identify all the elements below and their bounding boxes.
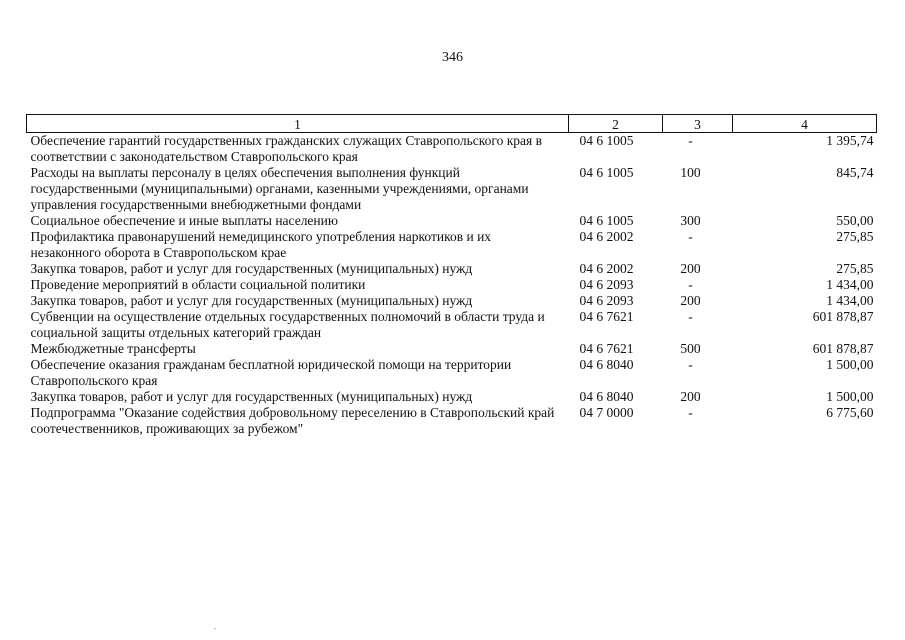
row-amount: 1 500,00 — [826, 389, 874, 404]
row-name: Закупка товаров, работ и услуг для государственных (муниципальных) нужд — [30, 293, 473, 308]
header-col-3: 3 — [663, 115, 733, 133]
row-name: Обеспечение гарантий государственных гражданских служащих Ставропольского края в соответствии с законодательством Ставропольского края — [30, 133, 542, 164]
row-code: 04 6 7621 — [579, 309, 634, 324]
row-code: 04 6 2002 — [579, 229, 634, 244]
row-expense-type: - — [688, 277, 693, 292]
row-code: 04 6 2093 — [579, 293, 634, 308]
row-amount: 275,85 — [836, 229, 874, 244]
table-row — [27, 405, 877, 437]
budget-table — [26, 114, 877, 437]
row-expense-type: 100 — [680, 165, 701, 180]
table-row — [27, 357, 877, 389]
page-number: 346 — [442, 50, 463, 65]
table-row — [27, 293, 877, 309]
row-expense-type: 300 — [680, 213, 701, 228]
row-amount: 1 395,74 — [826, 133, 874, 148]
row-name: Субвенции на осуществление отдельных государственных полномочий в области труда и социальной защиты отдельных категорий граждан — [30, 309, 545, 340]
table-row — [27, 165, 877, 213]
table-row — [27, 261, 877, 277]
table-row — [27, 229, 877, 261]
table-row — [27, 133, 877, 166]
row-name: Обеспечение оказания гражданам бесплатной юридической помощи на территории Ставропольского края — [30, 357, 512, 388]
row-amount: 1 434,00 — [826, 293, 874, 308]
row-code: 04 6 1005 — [579, 165, 634, 180]
table-row — [27, 341, 877, 357]
row-name: Межбюджетные трансферты — [30, 341, 196, 356]
row-code: 04 6 2002 — [579, 261, 634, 276]
row-expense-type: - — [688, 405, 693, 420]
scan-speck — [214, 628, 216, 629]
row-expense-type: - — [688, 133, 693, 148]
row-amount: 601 878,87 — [812, 309, 874, 324]
row-expense-type: 200 — [680, 389, 701, 404]
table-row — [27, 277, 877, 293]
row-amount: 275,85 — [836, 261, 874, 276]
row-expense-type: 500 — [680, 341, 701, 356]
row-amount: 601 878,87 — [812, 341, 874, 356]
row-amount: 1 500,00 — [826, 357, 874, 372]
row-code: 04 6 8040 — [579, 389, 634, 404]
row-name: Подпрограмма "Оказание содействия добровольному переселению в Ставропольский край соотечественников, проживающих за рубежом" — [30, 405, 555, 436]
row-amount: 1 434,00 — [826, 277, 874, 292]
table-row — [27, 309, 877, 341]
header-col-4: 4 — [733, 115, 877, 133]
row-expense-type: - — [688, 357, 693, 372]
table-header — [27, 115, 877, 133]
row-code: 04 6 2093 — [579, 277, 634, 292]
row-name: Расходы на выплаты персоналу в целях обеспечения выполнения функций государственными (муниципальными) органами, казенными учреждениями, органами управления государственными внебюджетными фондами — [30, 165, 529, 212]
header-col-2: 2 — [569, 115, 663, 133]
row-amount: 6 775,60 — [826, 405, 874, 420]
row-code: 04 6 1005 — [579, 133, 634, 148]
row-code: 04 6 7621 — [579, 341, 634, 356]
table-row — [27, 213, 877, 229]
row-name: Социальное обеспечение и иные выплаты населению — [30, 213, 338, 228]
row-name: Проведение мероприятий в области социальной политики — [30, 277, 366, 292]
row-amount: 550,00 — [836, 213, 874, 228]
table-body — [27, 133, 877, 438]
row-expense-type: 200 — [680, 261, 701, 276]
row-code: 04 7 0000 — [579, 405, 634, 420]
row-expense-type: - — [688, 229, 693, 244]
header-row — [27, 115, 877, 133]
table-row — [27, 389, 877, 405]
row-amount: 845,74 — [836, 165, 874, 180]
row-code: 04 6 8040 — [579, 357, 634, 372]
row-code: 04 6 1005 — [579, 213, 634, 228]
row-name: Закупка товаров, работ и услуг для государственных (муниципальных) нужд — [30, 389, 473, 404]
row-expense-type: 200 — [680, 293, 701, 308]
row-name: Закупка товаров, работ и услуг для государственных (муниципальных) нужд — [30, 261, 473, 276]
row-name: Профилактика правонарушений немедицинского употребления наркотиков и их незаконного оборота в Ставропольском крае — [30, 229, 492, 260]
header-col-1: 1 — [27, 115, 569, 133]
row-expense-type: - — [688, 309, 693, 324]
